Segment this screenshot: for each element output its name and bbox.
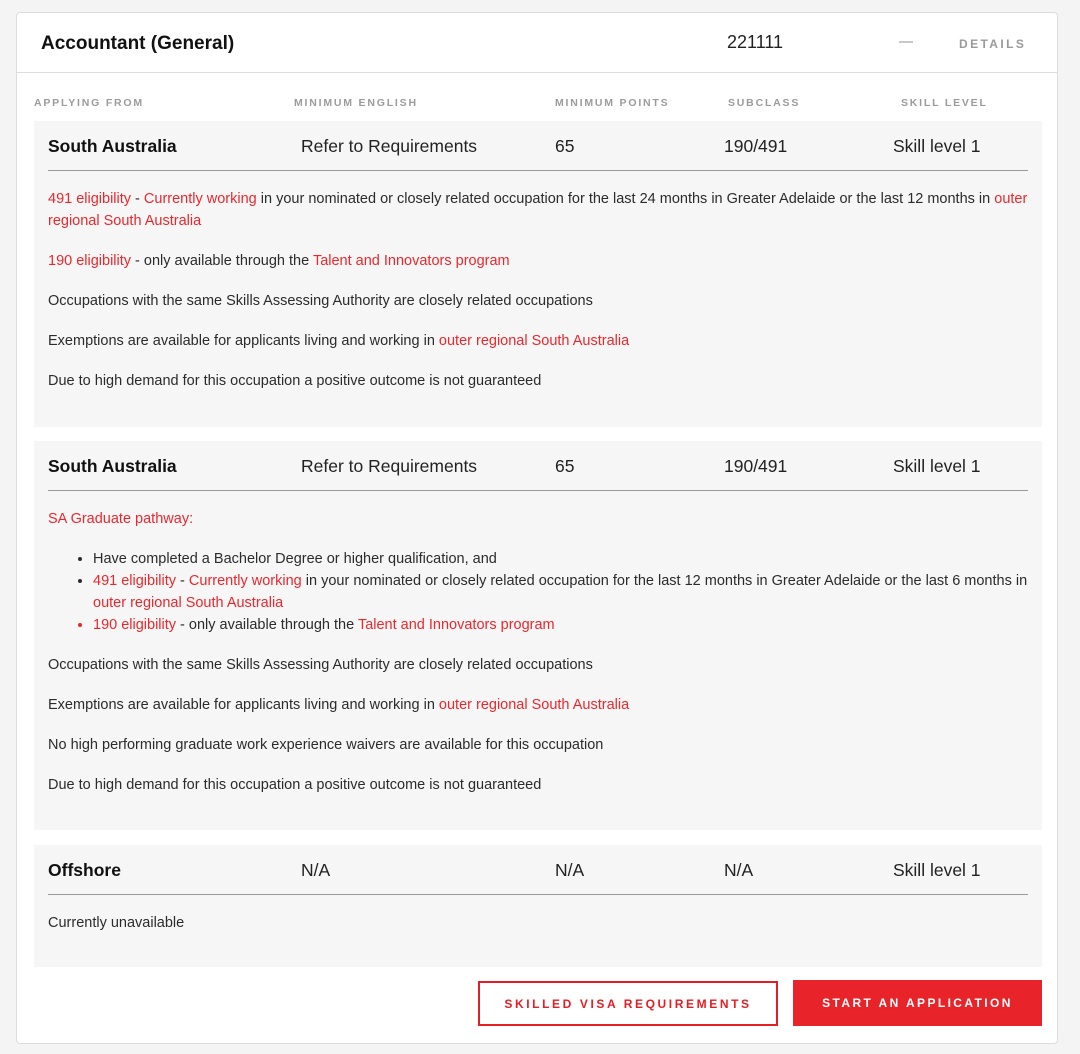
link-outer-regional-sa[interactable]: outer regional South Australia <box>438 333 630 349</box>
link-currently-working[interactable]: Currently working <box>188 573 302 589</box>
link-currently-working[interactable]: Currently working <box>143 191 257 207</box>
pathway-block-south-australia-2 <box>34 441 1042 830</box>
link-190-eligibility[interactable]: 190 eligibility <box>93 617 177 633</box>
details-toggle[interactable]: DETAILS <box>959 37 1027 51</box>
collapse-icon[interactable] <box>899 41 913 43</box>
link-491-eligibility[interactable]: 491 eligibility <box>48 191 132 207</box>
pathway-summary-row <box>48 121 1028 171</box>
link-sa-graduate-pathway[interactable]: SA Graduate pathway <box>48 511 190 527</box>
skill-level-value: Skill level 1 <box>893 456 981 476</box>
applying-from-value: South Australia <box>48 136 177 156</box>
list-item: • 190 eligibility - only available through the Talent and Innovators program <box>93 614 1028 636</box>
occupation-card <box>16 12 1058 1044</box>
applying-from-value: Offshore <box>48 860 121 880</box>
eligibility-491-text: 491 eligibility - Currently working in your nominated or closely related occupation for the last 24 months in Greater Adelaide or the last 12 months in outer regional South Australia <box>48 191 1028 229</box>
applying-from-value: South Australia <box>48 456 177 476</box>
start-application-button[interactable]: START AN APPLICATION <box>793 980 1042 1026</box>
exemptions-note: Exemptions are available for applicants living and working in outer regional South Australia <box>48 697 630 713</box>
pathway-summary-row <box>48 441 1028 491</box>
minimum-english-value: Refer to Requirements <box>301 456 478 476</box>
subclass-value: 190/491 <box>724 136 788 156</box>
list-item: • 491 eligibility - Currently working in your nominated or closely related occupation for the last 12 months in Greater Adelaide or the last 6 months in outer regional South Australia <box>93 570 1028 614</box>
link-talent-innovators[interactable]: Talent and Innovators program <box>357 617 555 633</box>
pathway-details <box>34 895 1042 934</box>
subclass-value: N/A <box>724 860 754 880</box>
minimum-english-value: Refer to Requirements <box>301 136 478 156</box>
col-subclass: SUBCLASS <box>728 97 801 109</box>
closely-related-note: Occupations with the same Skills Assessing Authority are closely related occupations <box>48 657 593 673</box>
subclass-value: 190/491 <box>724 456 788 476</box>
skilled-visa-requirements-button[interactable]: SKILLED VISA REQUIREMENTS <box>478 981 778 1026</box>
minimum-points-value: N/A <box>555 860 585 880</box>
graduate-requirements-list <box>48 548 1028 636</box>
pathway-block-offshore <box>34 845 1042 967</box>
list-item: • Have completed a Bachelor Degree or higher qualification, and <box>93 548 1028 570</box>
high-demand-note: Due to high demand for this occupation a positive outcome is not guaranteed <box>48 373 542 389</box>
col-applying-from: APPLYING FROM <box>34 97 144 109</box>
pathway-summary-row <box>48 845 1028 895</box>
closely-related-note: Occupations with the same Skills Assessing Authority are closely related occupations <box>48 293 593 309</box>
col-minimum-english: MINIMUM ENGLISH <box>294 97 418 109</box>
availability-note: Currently unavailable <box>48 915 185 931</box>
skill-level-value: Skill level 1 <box>893 860 981 880</box>
eligibility-190-text: 190 eligibility - only available through the Talent and Innovators program <box>48 253 510 269</box>
occupation-header[interactable] <box>17 13 1057 73</box>
pathway-details <box>34 491 1042 796</box>
link-outer-regional-sa[interactable]: outer regional South Australia <box>93 595 284 611</box>
occupation-title: Accountant (General) <box>41 33 235 54</box>
waiver-note: No high performing graduate work experience waivers are available for this occupation <box>48 737 604 753</box>
high-demand-note: Due to high demand for this occupation a positive outcome is not guaranteed <box>48 777 542 793</box>
column-headers <box>17 73 1057 121</box>
link-outer-regional-sa[interactable]: outer regional South Australia <box>438 697 630 713</box>
link-491-eligibility[interactable]: 491 eligibility <box>93 573 177 589</box>
link-outer-regional-sa[interactable]: outer regional South Australia <box>48 191 1028 229</box>
col-minimum-points: MINIMUM POINTS <box>555 97 670 109</box>
pathway-details <box>34 171 1042 392</box>
minimum-points-value: 65 <box>555 456 575 476</box>
link-talent-innovators[interactable]: Talent and Innovators program <box>312 253 510 269</box>
skill-level-value: Skill level 1 <box>893 136 981 156</box>
col-skill-level: SKILL LEVEL <box>901 97 988 109</box>
minimum-points-value: 65 <box>555 136 575 156</box>
minimum-english-value: N/A <box>301 860 331 880</box>
graduate-pathway-heading: SA Graduate pathway: <box>48 511 194 527</box>
pathway-block-south-australia-1 <box>34 121 1042 427</box>
occupation-code: 221111 <box>727 32 784 52</box>
exemptions-note: Exemptions are available for applicants living and working in outer regional South Australia <box>48 333 630 349</box>
link-190-eligibility[interactable]: 190 eligibility <box>48 253 132 269</box>
